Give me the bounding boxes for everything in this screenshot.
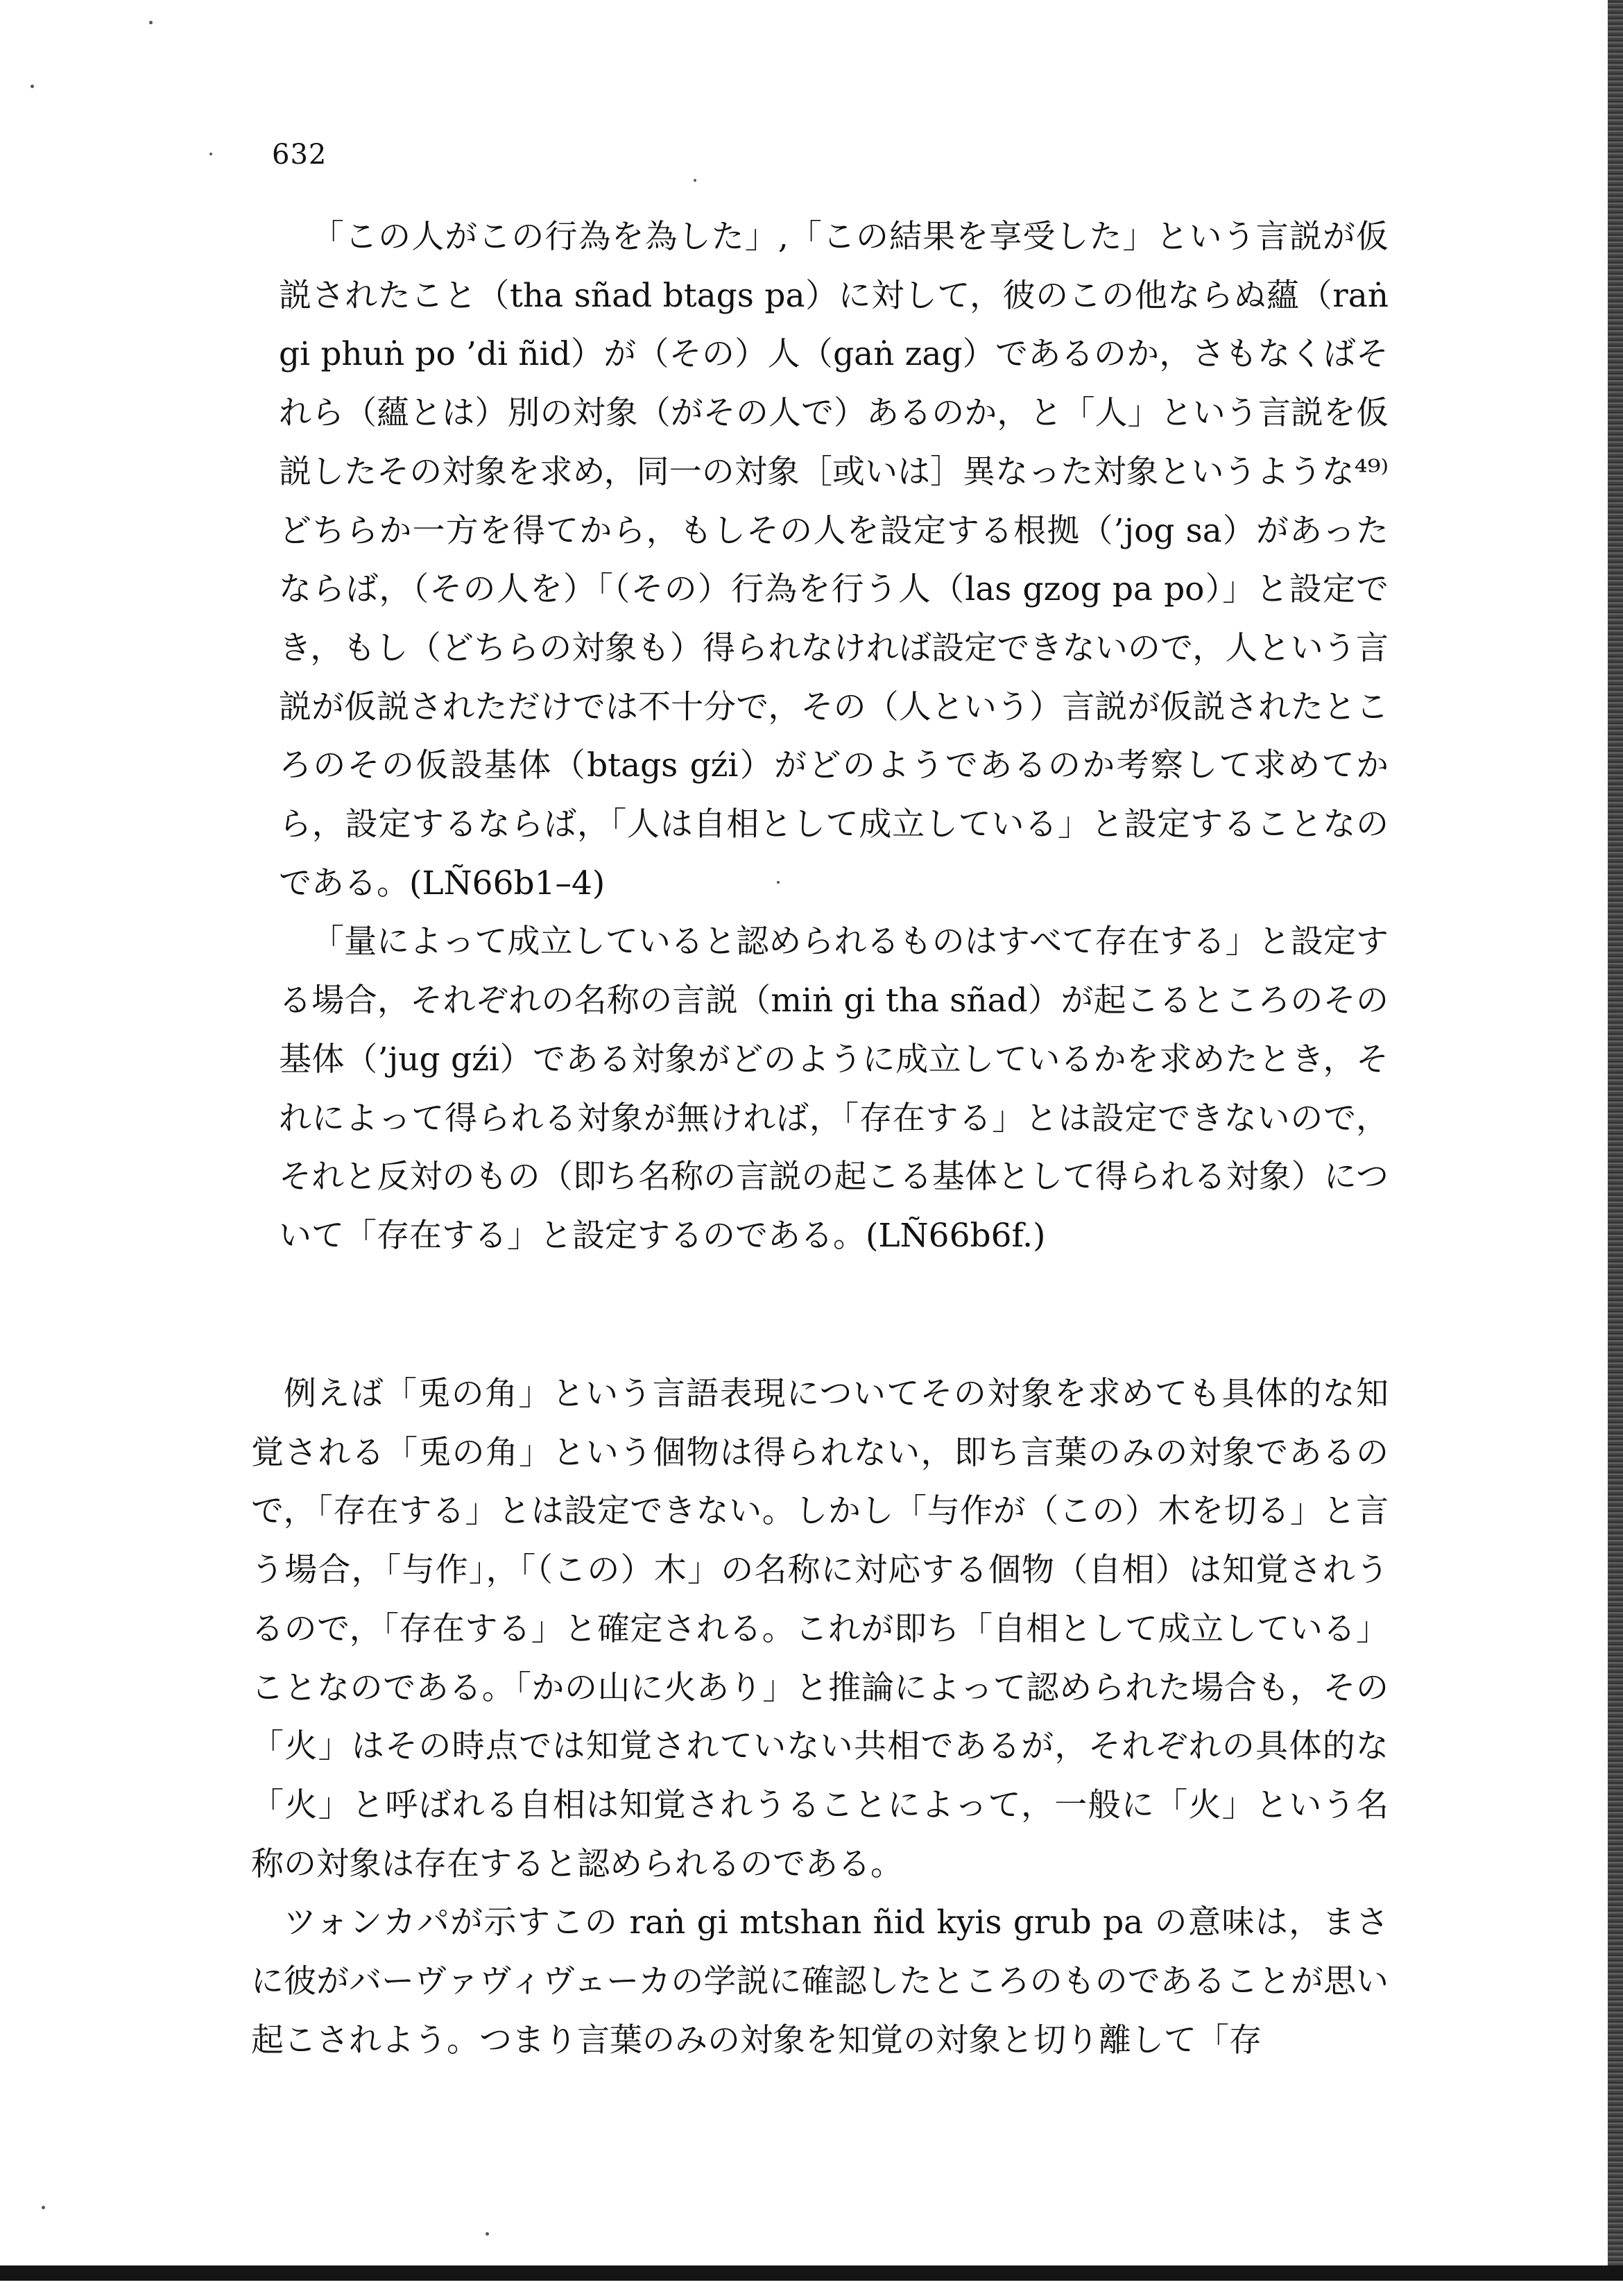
scan-binding-edge xyxy=(1608,0,1623,2275)
page-number: 632 xyxy=(272,139,327,171)
body-paragraph-2: ツォンカパが示すこの raṅ gi mtshan ñid kyis grub pa の意味は，まさに彼がバーヴァヴィヴェーカの学説に確認したところのものであることが思い起こされよう。つまり言葉のみの対象を知覚の対象と切り離して「存 xyxy=(251,1903,1389,2059)
scan-speck xyxy=(209,153,212,155)
scan-speck xyxy=(31,85,34,88)
scan-speck xyxy=(149,21,153,24)
body-text xyxy=(251,1365,1389,2070)
quote-paragraph-2: 「量によって成立していると認められるものはすべて存在する」と設定する場合，それぞれの名称の言説（miṅ gi tha sñad）が起こるところのその基体（’jug gźi）である対象がどのように成立しているかを求めたとき，それによって得られる対象が無ければ，「存在する」とは設定できないので，それと反対のもの（即ち名称の言説の起こる基体として得られる対象）について「存在する」と設定するのである。(LÑ66b6f.) xyxy=(279,923,1389,1255)
quote-paragraph-1: 「この人がこの行為を為した」,「この結果を享受した」という言説が仮説されたこと（tha sñad btags pa）に対して，彼のこの他ならぬ蘊（raṅ gi phuṅ po ’di ñid）が（その）人（gaṅ zag）であるのか，さもなくばそれら（蘊とは）別の対象（がその人で）あるのか，と「人」という言説を仮説したその対象を求め，同一の対象［或いは］異なった対象というような⁴⁹⁾どちらか一方を得てから，もしその人を設定する根拠（’jog sa）があったならば，（その人を）「（その）行為を行う人（las gzog pa po）」と設定でき，もし（どちらの対象も）得られなければ設定できないので，人という言説が仮説されただけでは不十分で，その（人という）言説が仮説されたところのその仮設基体（btags gźi）がどのようであるのか考察して求めてから，設定するならば，「人は自相として成立している」と設定することなのである。(LÑ66b1–4) xyxy=(279,218,1389,902)
scan-speck xyxy=(486,2232,489,2236)
block-quotation xyxy=(279,208,1389,1266)
body-paragraph-1: 例えば「兎の角」という言語表現についてその対象を求めても具体的な知覚される「兎の角」という個物は得られない，即ち言葉のみの対象であるので，「存在する」とは設定できない。しかし「与作が（この）木を切る」と言う場合，「与作」，「（この）木」の名称に対応する個物（自相）は知覚されうるので，「存在する」と確定される。これが即ち「自相として成立している」ことなのである。「かの山に火あり」と推論によって認められた場合も，その「火」はその時点では知覚されていない共相であるが，それぞれの具体的な「火」と呼ばれる自相は知覚されうることによって，一般に「火」という名称の対象は存在すると認められるのである。 xyxy=(251,1375,1389,1883)
scan-speck xyxy=(777,881,780,884)
scan-bottom-edge xyxy=(0,2265,1623,2281)
scan-speck xyxy=(694,179,696,182)
scan-speck xyxy=(42,2206,45,2209)
